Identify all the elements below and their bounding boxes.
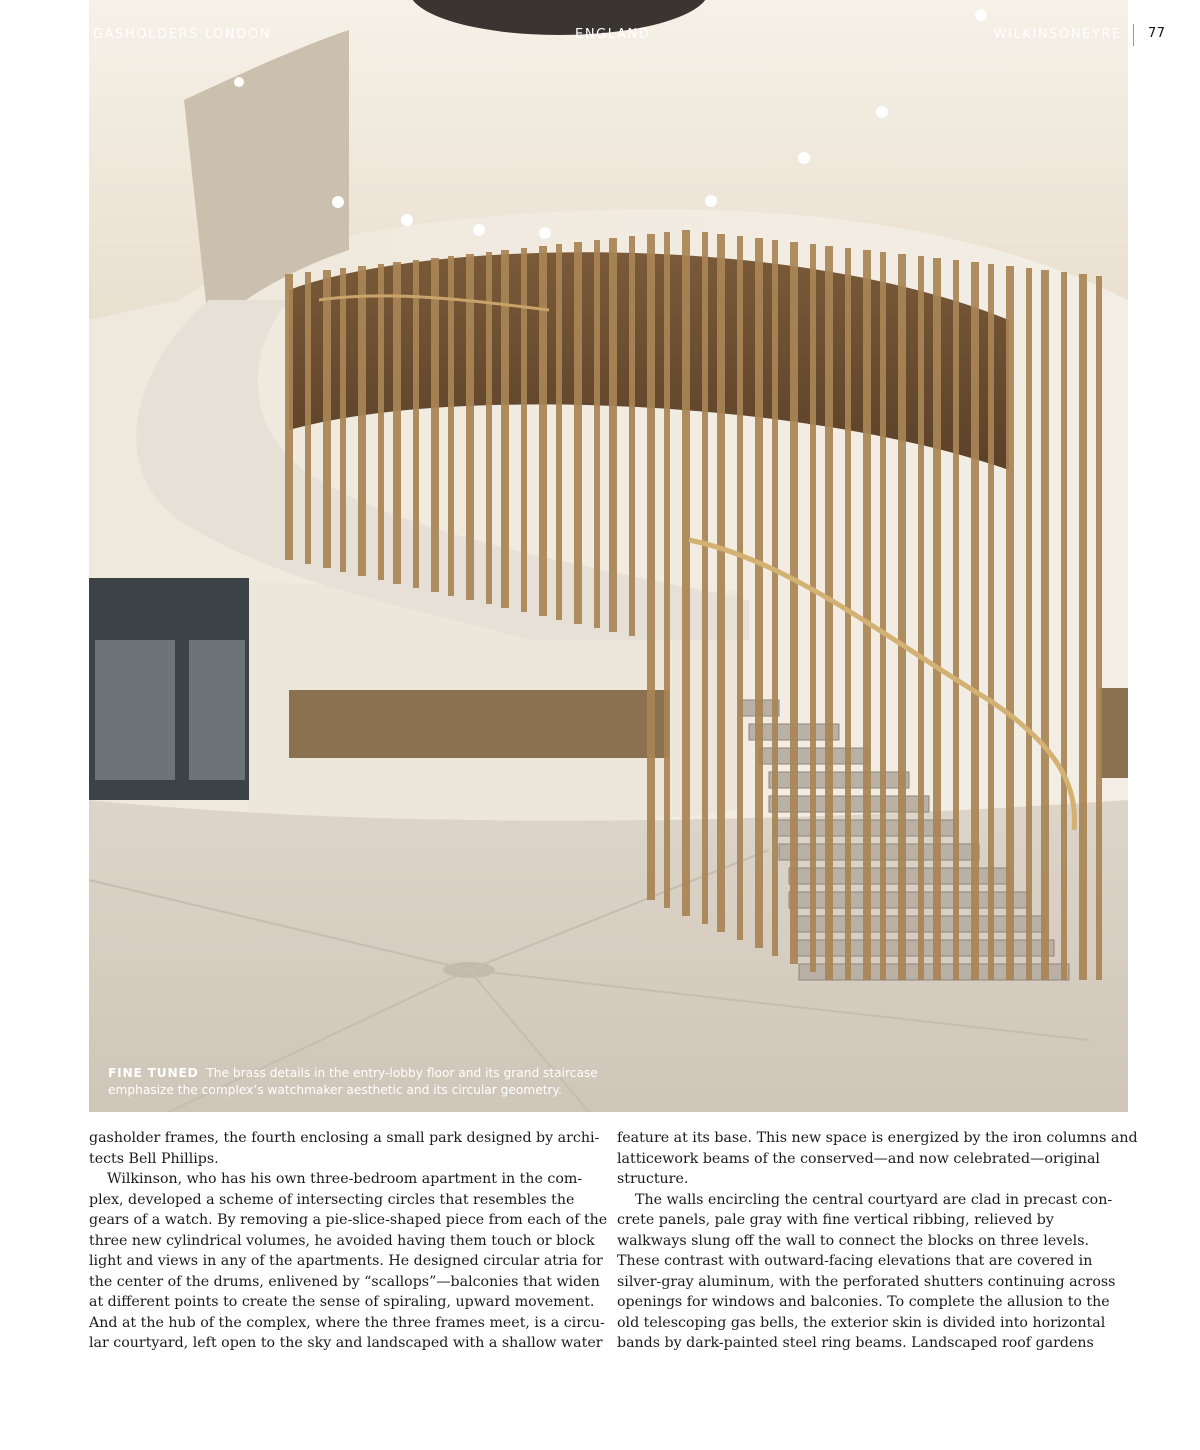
text-line: The walls encircling the central courtyard are clad in precast con-	[635, 1191, 1113, 1208]
text-line: And at the hub of the complex, where the three frames meet, is a circu-	[89, 1314, 605, 1331]
paragraph	[89, 1128, 601, 1169]
body-column-left	[89, 1128, 608, 1354]
text-line: openings for windows and balconies. To complete the allusion to the	[617, 1294, 1110, 1310]
text-line: crete panels, pale gray with fine vertical ribbing, relieved by	[617, 1212, 1054, 1228]
text-line: These contrast with outward-facing elevations that are covered in	[617, 1253, 1093, 1269]
running-head	[89, 27, 1128, 43]
caption-line-2: emphasize the complex’s watchmaker aesthetic and its circular geometry.	[108, 1083, 562, 1097]
running-head-divider	[1133, 24, 1134, 46]
text-line: tects Bell Phillips.	[89, 1150, 219, 1167]
text-line: Wilkinson, who has his own three-bedroom apartment in the com-	[107, 1171, 583, 1187]
text-line: lar courtyard, left open to the sky and landscaped with a shallow water	[89, 1335, 603, 1351]
text-line: gasholder frames, the fourth enclosing a small park designed by archi-	[89, 1130, 600, 1146]
running-head-section: GASHOLDERS LONDON	[93, 27, 272, 42]
body-column-right	[617, 1128, 1138, 1354]
paragraph	[617, 1128, 1138, 1190]
page-number: 77	[1148, 26, 1166, 41]
text-line: three new cylindrical volumes, he avoided having them touch or block	[89, 1232, 595, 1249]
text-line: bands by dark-painted steel ring beams. Landscaped roof gardens	[617, 1335, 1094, 1351]
text-line: plex, developed a scheme of intersecting circles that resembles the	[89, 1191, 575, 1208]
caption-line-1: The brass details in the entry-lobby floor and its grand staircase	[206, 1066, 598, 1080]
photo-caption	[108, 1065, 668, 1099]
text-line: gears of a watch. By removing a pie-slice-shaped piece from each of the	[89, 1212, 608, 1228]
running-head-architect: WILKINSONEYRE	[993, 27, 1122, 42]
text-line: walkways slung off the wall to connect the blocks on three levels.	[617, 1232, 1089, 1249]
text-line: old telescoping gas bells, the exterior skin is divided into horizontal	[617, 1314, 1106, 1331]
text-line: silver-gray aluminum, with the perforated shutters continuing across	[617, 1273, 1116, 1290]
paragraph	[89, 1169, 608, 1354]
running-head-country: ENGLAND	[575, 27, 651, 42]
text-line: structure.	[617, 1171, 689, 1187]
caption-label: FINE TUNED	[108, 1066, 199, 1080]
staircase-photo	[89, 0, 1128, 1112]
text-line: feature at its base. This new space is energized by the iron columns and	[617, 1130, 1138, 1146]
paragraph	[617, 1190, 1129, 1354]
text-line: at different points to create the sense of spiraling, upward movement.	[89, 1294, 595, 1310]
text-line: light and views in any of the apartments. He designed circular atria for	[89, 1253, 603, 1269]
text-line: the center of the drums, enlivened by “scallops”—balconies that widen	[89, 1273, 600, 1290]
text-line: latticework beams of the conserved—and now celebrated—original	[617, 1150, 1100, 1167]
